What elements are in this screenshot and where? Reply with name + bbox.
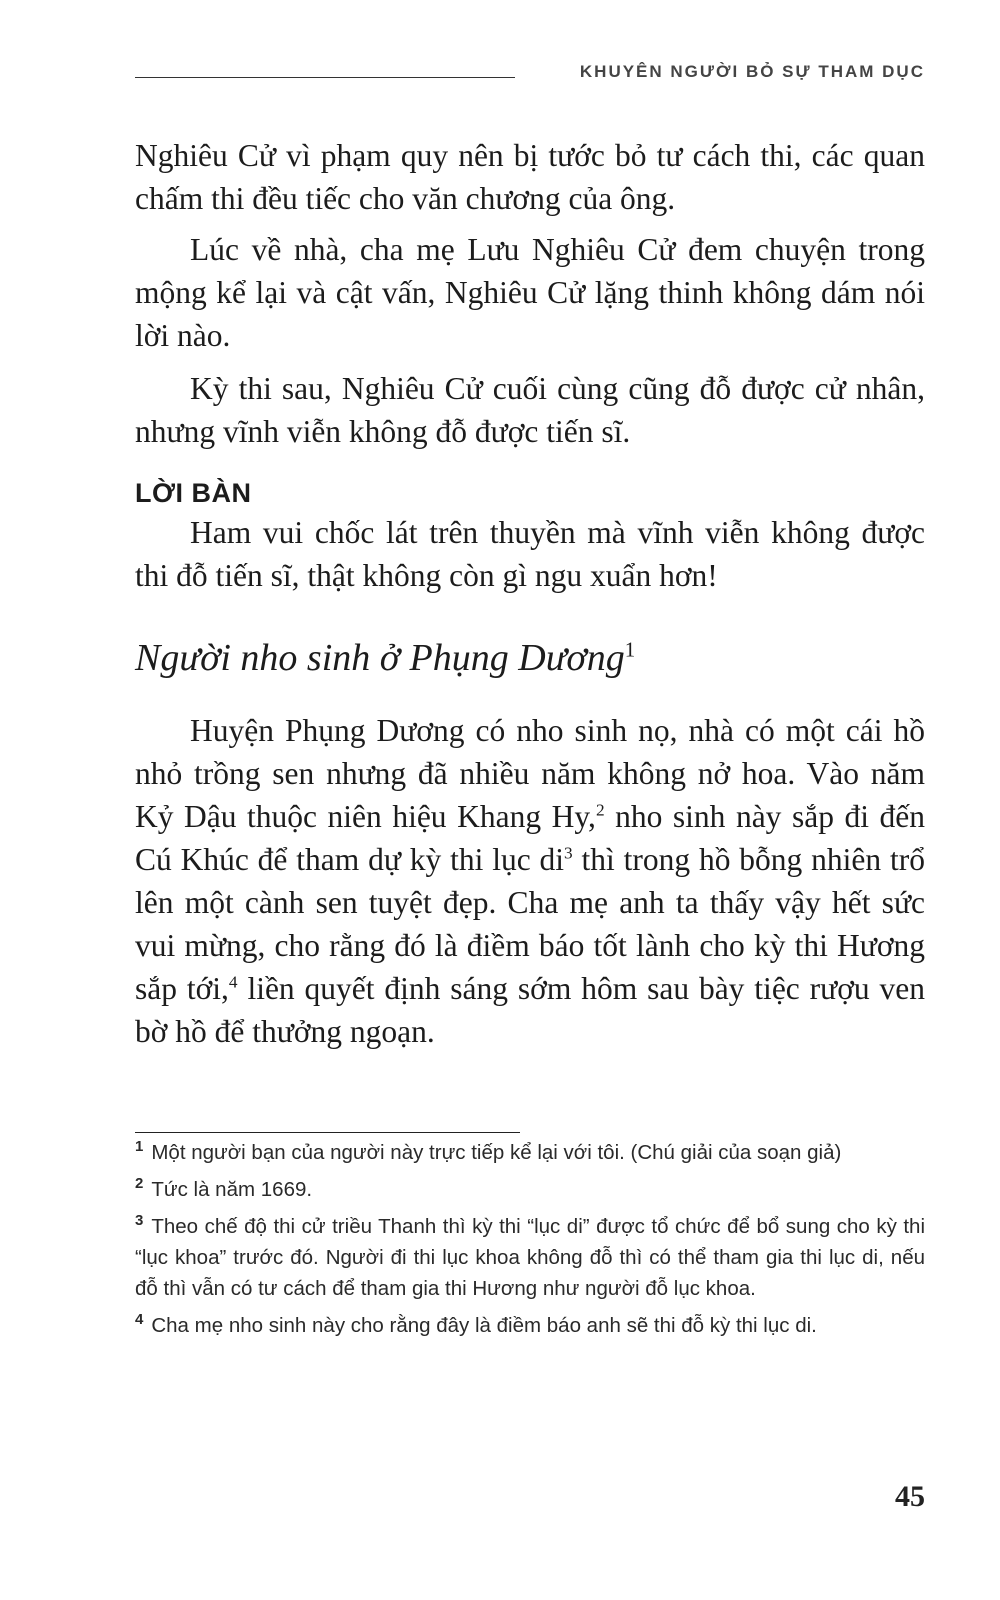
footnote-text: Một người bạn của người này trực tiếp kể lại với tôi. (Chú giải của soạn giả)	[151, 1141, 842, 1164]
footnote-ref-2: 2	[595, 800, 605, 820]
footnote-number: 3	[135, 1212, 144, 1230]
footnote-ref-1: 1	[624, 637, 636, 662]
footnote-3	[135, 1211, 925, 1304]
footnote-1	[135, 1137, 925, 1168]
story-text-2: nho sinh này sắp đi đến Cú Khúc để tham dự kỳ thi lục di	[135, 799, 926, 877]
footnote-ref-4: 4	[228, 972, 238, 992]
comment-paragraph: Ham vui chốc lát trên thuyền mà vĩnh viễn không được thi đỗ tiến sĩ, thật không còn gì ngu xuẩn hơn!	[135, 515, 925, 593]
paragraph-2: Lúc về nhà, cha mẹ Lưu Nghiêu Cử đem chuyện trong mộng kể lại và cật vấn, Nghiêu Cử lặng thinh không dám nói lời nào.	[135, 232, 925, 353]
footnote-number: 2	[135, 1175, 144, 1193]
running-header	[135, 60, 925, 88]
footnotes	[135, 1137, 925, 1347]
story-text-3: thì trong hồ bỗng nhiên trổ lên một cành sen tuyệt đẹp. Cha mẹ anh ta thấy vậy hết sức vui mừng, cho rằng đó là điềm báo tốt lành cho kỳ thi Hương sắp tới,	[135, 842, 925, 1006]
running-title: KHUYÊN NGƯỜI BỎ SỰ THAM DỤC	[579, 62, 925, 81]
story-text-4: liền quyết định sáng sớm hôm sau bày tiệc rượu ven bờ hồ để thưởng ngoạn.	[135, 971, 925, 1049]
comment-heading: LỜI BÀN	[135, 478, 252, 508]
book-page	[135, 0, 925, 1600]
footnote-rule	[135, 1132, 520, 1133]
footnote-text: Cha mẹ nho sinh này cho rằng đây là điềm báo anh sẽ thi đỗ kỳ thi lục di.	[151, 1314, 817, 1337]
body-text	[135, 134, 925, 1053]
footnote-number: 1	[135, 1138, 144, 1156]
page-number: 45	[895, 1480, 925, 1513]
chapter-title-text: Người nho sinh ở Phụng Dương	[135, 637, 625, 679]
footnote-number: 4	[135, 1311, 144, 1329]
footnote-text: Tức là năm 1669.	[151, 1178, 313, 1201]
paragraph-1: Nghiêu Cử vì phạm quy nên bị tước bỏ tư cách thi, các quan chấm thi đều tiếc cho văn chương của ông.	[135, 138, 925, 216]
paragraph-3: Kỳ thi sau, Nghiêu Cử cuối cùng cũng đỗ được cử nhân, nhưng vĩnh viễn không đỗ được tiến sĩ.	[135, 371, 925, 449]
footnote-2	[135, 1174, 925, 1205]
footnote-text: Theo chế độ thi cử triều Thanh thì kỳ thi “lục di” được tổ chức để bổ sung cho kỳ thi “lục khoa” trước đó. Người đi thi lục khoa không đỗ thì có thể tham gia thi lục di, nếu đỗ thì vẫn có tư cách để tham gia thi Hương như người đỗ lục khoa.	[135, 1215, 925, 1300]
footnote-4	[135, 1310, 925, 1341]
header-rule	[135, 77, 515, 78]
story-text-1: Huyện Phụng Dương có nho sinh nọ, nhà có một cái hồ nhỏ trồng sen nhưng đã nhiều năm không nở hoa. Vào năm Kỷ Dậu thuộc niên hiệu Khang Hy,	[135, 713, 925, 834]
story-paragraph	[135, 709, 925, 1053]
footnote-ref-3: 3	[564, 843, 573, 863]
chapter-title	[135, 633, 925, 683]
